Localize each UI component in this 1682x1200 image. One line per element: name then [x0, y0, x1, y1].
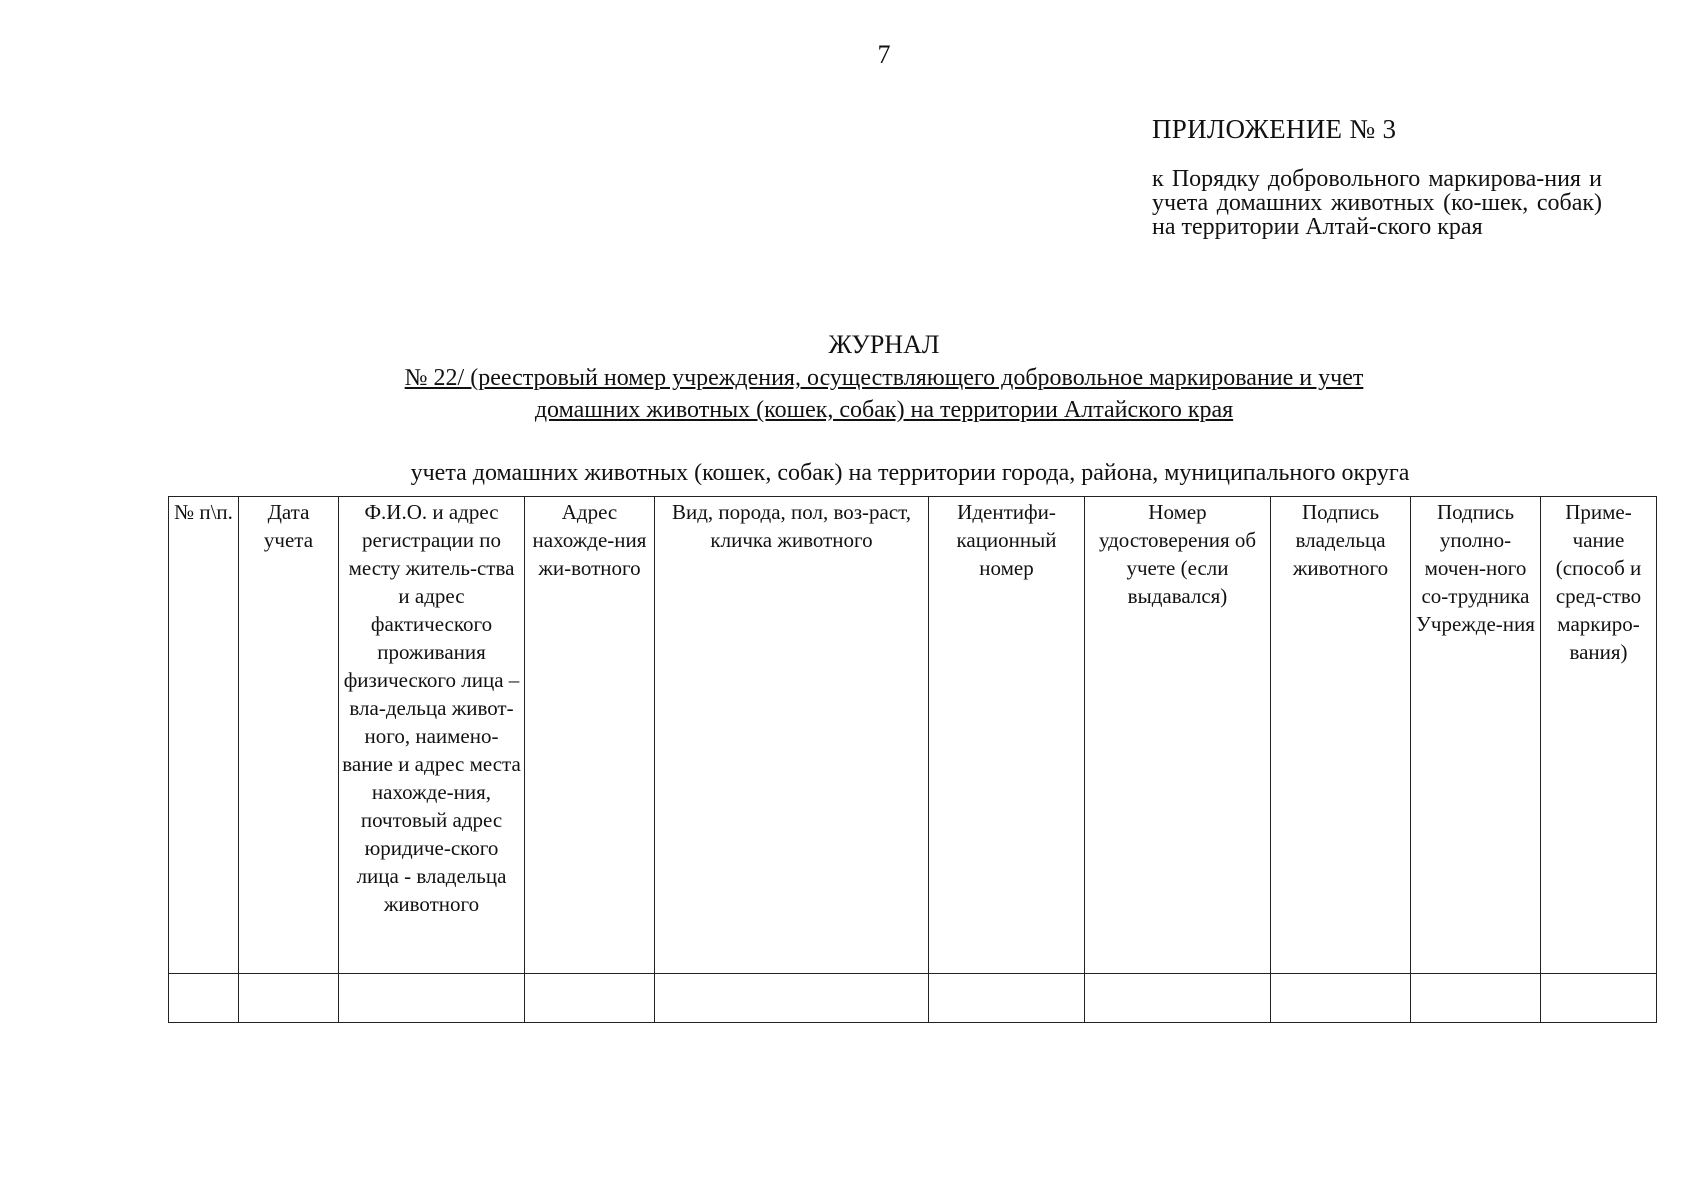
table-cell	[929, 974, 1085, 1023]
journal-subtitle-line-2: домашних животных (кошек, собак) на территории Алтайского края	[534, 397, 1234, 423]
table-cell	[339, 974, 525, 1023]
appendix-text: к Порядку добровольного маркирова-ния и учета домашних животных (ко-шек, собак) на территории Алтай-ского края	[1152, 166, 1602, 240]
table-cell	[655, 974, 929, 1023]
col-header-owner-signature: Подпись владельца животного	[1271, 497, 1411, 974]
col-header-staff-signature: Подпись уполно-мочен-ного со-трудника Учрежде-ния	[1411, 497, 1541, 974]
table-row	[169, 974, 1657, 1023]
col-header-note: Приме-чание (способ и сред-ство маркиро-вания)	[1541, 497, 1657, 974]
appendix-title: ПРИЛОЖЕНИЕ № 3	[1152, 114, 1397, 144]
page-number: 7	[877, 40, 891, 69]
col-header-id-number: Идентифи-кационный номер	[929, 497, 1085, 974]
col-header-animal-description: Вид, порода, пол, воз-раст, кличка животного	[655, 497, 929, 974]
table-cell	[1411, 974, 1541, 1023]
register-table	[168, 496, 1657, 1023]
register-subheading: учета домашних животных (кошек, собак) на территории города, района, муниципального округа	[410, 460, 1410, 486]
table-cell	[1541, 974, 1657, 1023]
col-header-date: Дата учета	[239, 497, 339, 974]
col-header-owner: Ф.И.О. и адрес регистрации по месту житель-ства и адрес фактического проживания физического лица – вла-дельца живот-ного, наимено-вание и адрес места нахожде-ния, почтовый адрес юридиче-ского лица - владельца животного	[339, 497, 525, 974]
col-header-certificate-number: Номер удостоверения об учете (если выдавался)	[1085, 497, 1271, 974]
table-cell	[239, 974, 339, 1023]
col-header-animal-address: Адрес нахожде-ния жи-вотного	[525, 497, 655, 974]
journal-title: ЖУРНАЛ	[828, 330, 940, 359]
col-header-number: № п\п.	[169, 497, 239, 974]
table-cell	[525, 974, 655, 1023]
table-cell	[169, 974, 239, 1023]
journal-subtitle-line-1: № 22/ (реестровый номер учреждения, осуществляющего добровольное маркирование и учет	[404, 365, 1364, 391]
table-cell	[1271, 974, 1411, 1023]
table-header-row	[169, 497, 1657, 974]
appendix-block	[1152, 114, 1602, 239]
journal-header	[300, 330, 1468, 426]
table-cell	[1085, 974, 1271, 1023]
